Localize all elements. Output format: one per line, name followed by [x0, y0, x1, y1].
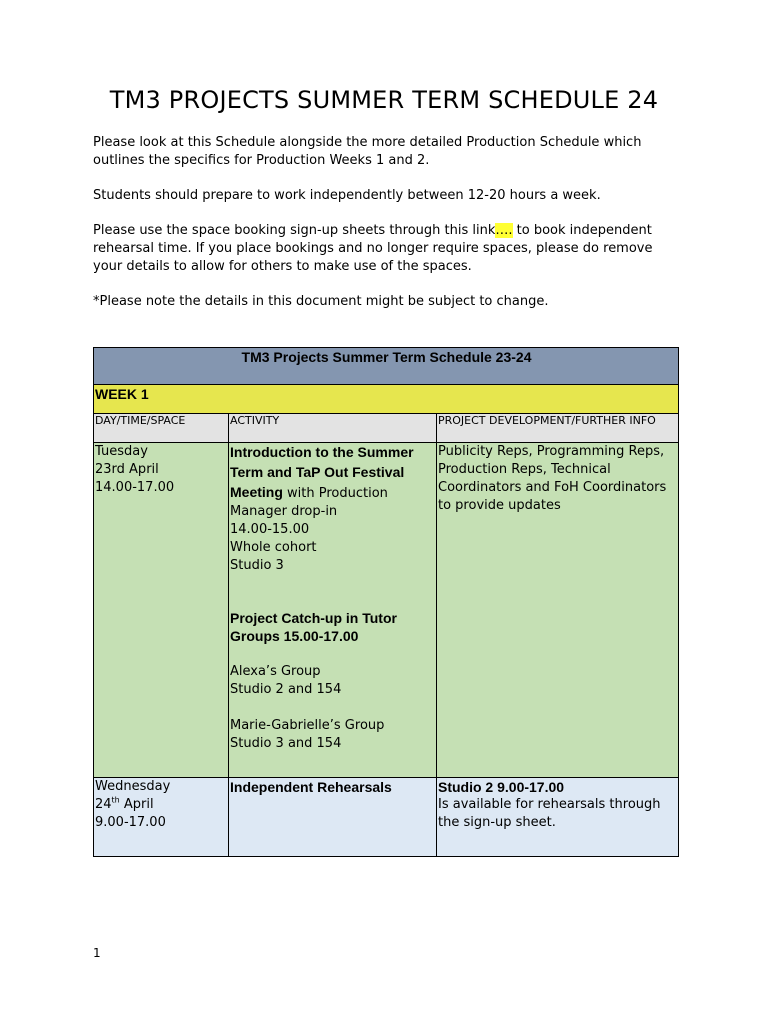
week-row	[94, 385, 679, 414]
table-row	[94, 443, 679, 778]
row2-activity: Independent Rehearsals	[230, 779, 392, 795]
row2-day: Wednesday	[95, 779, 171, 794]
row2-time: 9.00-17.00	[95, 815, 166, 830]
row1-date: 23rd April	[95, 462, 159, 477]
booking-paragraph	[93, 222, 683, 276]
row2-date	[95, 796, 228, 814]
row1-activity-cell	[229, 443, 437, 778]
header-info: PROJECT DEVELOPMENT/FURTHER INFO	[437, 414, 679, 443]
table-title: TM3 Projects Summer Term Schedule 23-24	[94, 348, 679, 385]
booking-text-before: Please use the space booking sign-up sheets through this link	[93, 223, 496, 238]
row1-activity-space: Studio 3	[230, 558, 284, 573]
spacer	[230, 645, 436, 663]
spacer	[230, 575, 436, 609]
row1-time: 14.00-17.00	[95, 480, 175, 495]
row1-group2-name: Marie-Gabrielle’s Group	[230, 718, 385, 733]
hours-paragraph: Students should prepare to work independently between 12-20 hours a week.	[93, 188, 601, 203]
row2-info-text: Is available for rehearsals through the sign-up sheet.	[438, 797, 661, 830]
week-label: WEEK 1	[94, 385, 679, 414]
row1-day-cell	[94, 443, 229, 778]
row2-date-month: April	[119, 797, 154, 812]
row1-activity-rest: with Production Manager drop-in	[230, 486, 388, 519]
row2-activity-cell	[229, 778, 437, 857]
row2-date-suffix: th	[111, 795, 120, 805]
spacer	[230, 699, 436, 717]
row1-activity-main	[230, 446, 414, 519]
row1-activity-title: Introduction to the Summer Term and TaP Out Festival Meeting	[230, 444, 414, 500]
row1-day: Tuesday	[95, 444, 148, 459]
row2-info-cell	[437, 778, 679, 857]
schedule-table	[93, 347, 679, 857]
row2-date-num: 24	[95, 797, 112, 812]
page-number: 1	[93, 946, 101, 960]
row1-activity-who: Whole cohort	[230, 540, 317, 555]
row2-day-cell	[94, 778, 229, 857]
change-note: *Please note the details in this document might be subject to change.	[93, 294, 549, 309]
row1-catchup-title: Project Catch-up in Tutor Groups 15.00-17.00	[230, 610, 397, 644]
intro-paragraph: Please look at this Schedule alongside the more detailed Production Schedule which outlines the specifics for Production Weeks 1 and 2.	[93, 135, 642, 168]
header-row	[94, 414, 679, 443]
table-row	[94, 778, 679, 857]
row2-info-title: Studio 2 9.00-17.00	[438, 779, 565, 795]
row1-info-cell: Publicity Reps, Programming Reps, Production Reps, Technical Coordinators and FoH Coordinators to provide updates	[437, 443, 679, 778]
table-title-row	[94, 348, 679, 385]
header-activity: ACTIVITY	[229, 414, 437, 443]
row1-group1-name: Alexa’s Group	[230, 664, 321, 679]
document-title: TM3 PROJECTS SUMMER TERM SCHEDULE 24	[109, 86, 659, 114]
row1-group1-space: Studio 2 and 154	[230, 682, 342, 697]
row1-activity-time: 14.00-15.00	[230, 522, 310, 537]
row1-group2-space: Studio 3 and 154	[230, 736, 342, 751]
booking-link[interactable]: ….	[495, 223, 513, 238]
header-day: DAY/TIME/SPACE	[94, 414, 229, 443]
booking-text-after: to book independent rehearsal time. If you place bookings and no longer require spaces, please do remove your details to allow for others to make use of the spaces.	[93, 223, 653, 274]
